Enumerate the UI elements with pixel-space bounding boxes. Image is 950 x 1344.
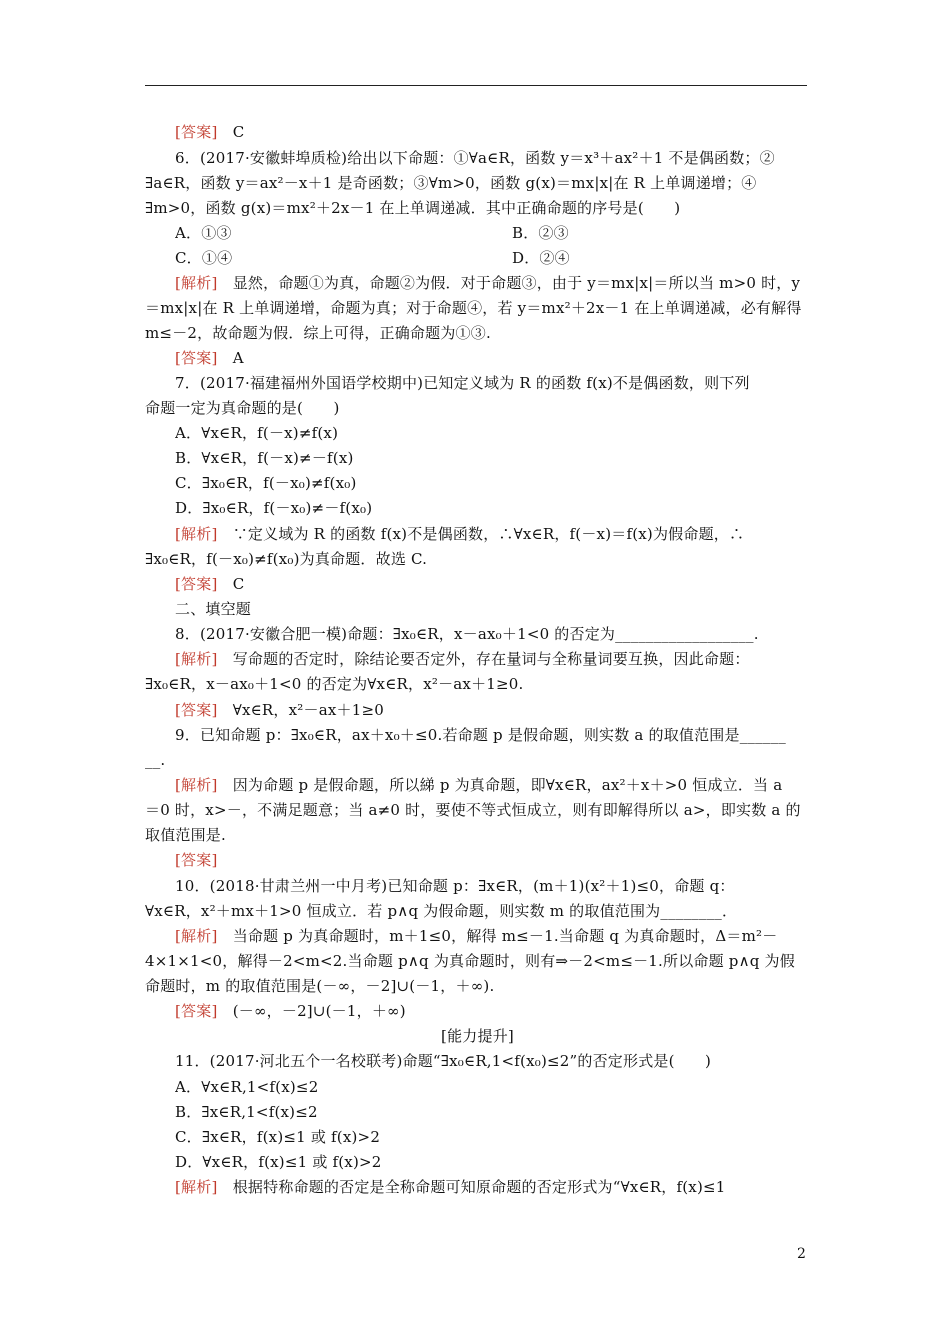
header-rule xyxy=(145,85,807,86)
option-b: B．∃x∈R,1<f(x)≤2 xyxy=(175,1103,318,1121)
analysis-line: ＝mx|x|在 R 上单调递增，命题为真；对于命题④，若 y＝mx²＋2x－1 在上单调递减，必有解得 xyxy=(145,299,802,317)
answer-line: [答案] C xyxy=(175,123,245,141)
page-number: 2 xyxy=(797,1246,806,1262)
analysis-line: [解析] 写命题的否定时，除结论要否定外，存在量词与全称量词要互换，因此命题： xyxy=(175,650,750,668)
analysis-line: ∃x₀∈R，x－ax₀＋1<0 的否定为∀x∈R，x²－ax＋1≥0. xyxy=(145,675,524,693)
option-b: B．∀x∈R，f(－x)≠－f(x) xyxy=(175,449,354,467)
question-7-line-2: 命题一定为真命题的是( ) xyxy=(145,399,340,417)
analysis-line: ∃x₀∈R，f(－x₀)≠f(x₀)为真命题．故选 C. xyxy=(145,550,428,568)
question-9-line-1: 9．已知命题 p：∃x₀∈R，ax＋x₀＋≤0.若命题 p 是假命题，则实数 a 的取值范围是______ xyxy=(175,726,786,744)
answer-line: [答案] C xyxy=(175,575,245,593)
option-d: D．∀x∈R，f(x)≤1 或 f(x)>2 xyxy=(175,1153,382,1171)
analysis-line: 取值范围是. xyxy=(145,826,226,844)
analysis-line: 命题时，m 的取值范围是(－∞，－2]∪(－1，＋∞). xyxy=(145,977,495,995)
analysis-line: [解析] 当命题 p 为真命题时，m＋1≤0，解得 m≤－1.当命题 q 为真命题时，Δ＝m²－ xyxy=(175,927,778,945)
question-11-line-1: 11．(2017·河北五个一名校联考)命题“∃x₀∈R,1<f(x₀)≤2”的否定形式是( ) xyxy=(175,1052,712,1070)
option-c: C．∃x∈R，f(x)≤1 或 f(x)>2 xyxy=(175,1128,381,1146)
answer-line: [答案] xyxy=(175,851,218,869)
analysis-line: [解析] 因为命题 p 是假命题，所以綈 p 为真命题，即∀x∈R，ax²＋x＋>0 恒成立．当 a xyxy=(175,776,783,794)
section-heading: [能力提升] xyxy=(441,1027,514,1045)
analysis-line: ＝0 时，x>－，不满足题意；当 a≠0 时，要使不等式恒成立，则有即解得所以 a>，即实数 a 的 xyxy=(145,801,801,819)
option-c: C．①④ xyxy=(175,249,233,267)
analysis-line: [解析] 显然，命题①为真，命题②为假．对于命题③，由于 y＝mx|x|＝所以当 m>0 时，y xyxy=(175,274,801,292)
analysis-line: m≤－2，故命题为假．综上可得，正确命题为①③. xyxy=(145,324,491,342)
analysis-line: [解析] 根据特称命题的否定是全称命题可知原命题的否定形式为“∀x∈R，f(x)≤1 xyxy=(175,1178,726,1196)
option-a: A．∀x∈R,1<f(x)≤2 xyxy=(175,1078,319,1096)
answer-line: [答案] (－∞，－2]∪(－1，＋∞) xyxy=(175,1002,406,1020)
question-8-line-1: 8．(2017·安徽合肥一模)命题：∃x₀∈R，x－ax₀＋1<0 的否定为__________________. xyxy=(175,625,759,643)
question-7-line-1: 7．(2017·福建福州外国语学校期中)已知定义域为 R 的函数 f(x)不是偶函数，则下列 xyxy=(175,374,750,392)
question-6-line-2: ∃a∈R，函数 y＝ax²－x＋1 是奇函数；③∀m>0，函数 g(x)＝mx|x|在 R 上单调递增；④ xyxy=(145,174,757,192)
question-9-line-2: __. xyxy=(145,751,166,769)
analysis-line: 4×1×1<0，解得－2<m<2.当命题 p∧q 为真命题时，则有⇒－2<m≤－1.所以命题 p∧q 为假 xyxy=(145,952,795,970)
question-10-line-2: ∀x∈R，x²＋mx＋1>0 恒成立．若 p∧q 为假命题，则实数 m 的取值范围为________． xyxy=(145,902,738,920)
option-a: A．∀x∈R，f(－x)≠f(x) xyxy=(175,424,339,442)
answer-line: [答案] A xyxy=(175,349,244,367)
option-a: A．①③ xyxy=(175,224,232,242)
option-d: D．②④ xyxy=(512,249,570,267)
option-b: B．②③ xyxy=(512,224,569,242)
answer-line: [答案] ∀x∈R，x²－ax＋1≥0 xyxy=(175,701,384,719)
analysis-line: [解析] ∵定义域为 R 的函数 f(x)不是偶函数，∴∀x∈R，f(－x)＝f(x)为假命题，∴ xyxy=(175,525,745,543)
option-c: C．∃x₀∈R，f(－x₀)≠f(x₀) xyxy=(175,474,357,492)
option-d: D．∃x₀∈R，f(－x₀)≠－f(x₀) xyxy=(175,499,373,517)
question-10-line-1: 10．(2018·甘肃兰州一中月考)已知命题 p：∃x∈R，(m＋1)(x²＋1)≤0，命题 q： xyxy=(175,877,735,895)
question-6-line-1: 6．(2017·安徽蚌埠质检)给出以下命题：①∀a∈R，函数 y＝x³＋ax²＋1 不是偶函数；② xyxy=(175,149,775,167)
section-heading: 二、填空题 xyxy=(175,600,252,618)
question-6-line-3: ∃m>0，函数 g(x)＝mx²＋2x－1 在上单调递减．其中正确命题的序号是( ) xyxy=(145,199,681,217)
